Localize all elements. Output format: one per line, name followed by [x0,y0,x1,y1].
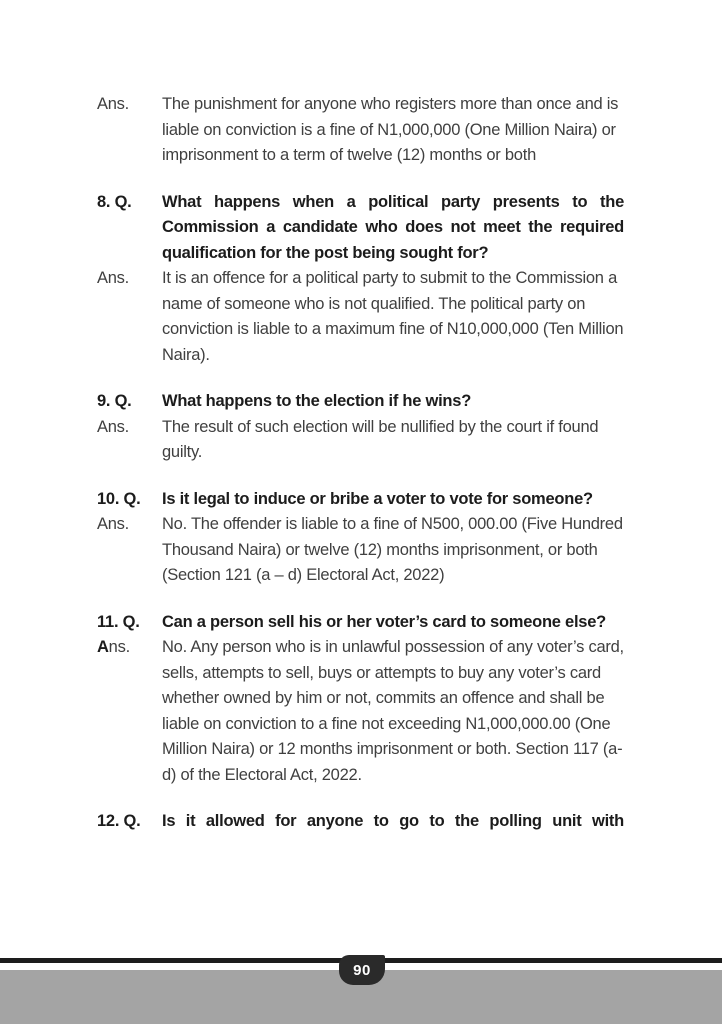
block-text: What happens to the election if he wins? [162,392,472,410]
question-block [97,610,624,636]
block-label: 10. Q. [97,489,141,508]
block-text: It is an offence for a political party to submit to the Commission a name of someone who is not qualified. The political party on conviction is liable to a maximum fine of N10,000,000 (Ten Million Naira). [162,269,624,364]
page-number: 90 [353,961,371,979]
block-label: Ans. [97,515,130,533]
answer-block [97,266,624,368]
block-label: 9. Q. [97,392,132,410]
question-block [97,190,624,267]
answer-block [97,92,624,169]
question-block [97,487,624,513]
block-text: What happens when a political party presents to the Commission a candidate who does not meet the required qualification for the post being sought for? [162,192,624,262]
question-block [97,389,624,415]
block-text: Is it legal to induce or bribe a voter to vote for someone? [162,489,593,508]
block-label: Ans. [97,638,130,656]
block-label: Ans. [97,95,130,113]
answer-block [97,512,624,589]
question-block [97,809,624,835]
block-label: 11. Q. [97,612,140,631]
block-label: 12. Q. [97,812,141,830]
block-text: No. The offender is liable to a fine of N500, 000.00 (Five Hundred Thousand Naira) or twelve (12) months imprisonment, or both (Section 121 (a – d) Electoral Act, 2022) [162,515,623,584]
block-text: The punishment for anyone who registers more than once and is liable on conviction is a fine of N1,000,000 (One Million Naira) or imprisonment to a term of twelve (12) months or both [162,95,619,164]
answer-block [97,415,624,466]
answer-block [97,635,624,788]
block-text: Is it allowed for anyone to go to the polling unit with [162,812,624,830]
page-number-badge [339,955,385,985]
block-label: Ans. [97,417,130,436]
block-text: The result of such election will be nullified by the court if found guilty. [162,417,599,461]
block-text: No. Any person who is in unlawful possession of any voter’s card, sells, attempts to sell, buys or attempts to buy any voter’s card whether owned by him or not, commits an offence and shall be liable on conviction to a fine not exceeding N1,000,000.00 (One Million Naira) or 12 months imprisonment or both. Section 117 (a-d) of the Electoral Act, 2022. [162,638,624,784]
block-text: Can a person sell his or her voter’s card to someone else? [162,612,606,631]
qa-content [97,92,624,835]
block-label: 8. Q. [97,192,132,211]
block-label: Ans. [97,269,130,287]
